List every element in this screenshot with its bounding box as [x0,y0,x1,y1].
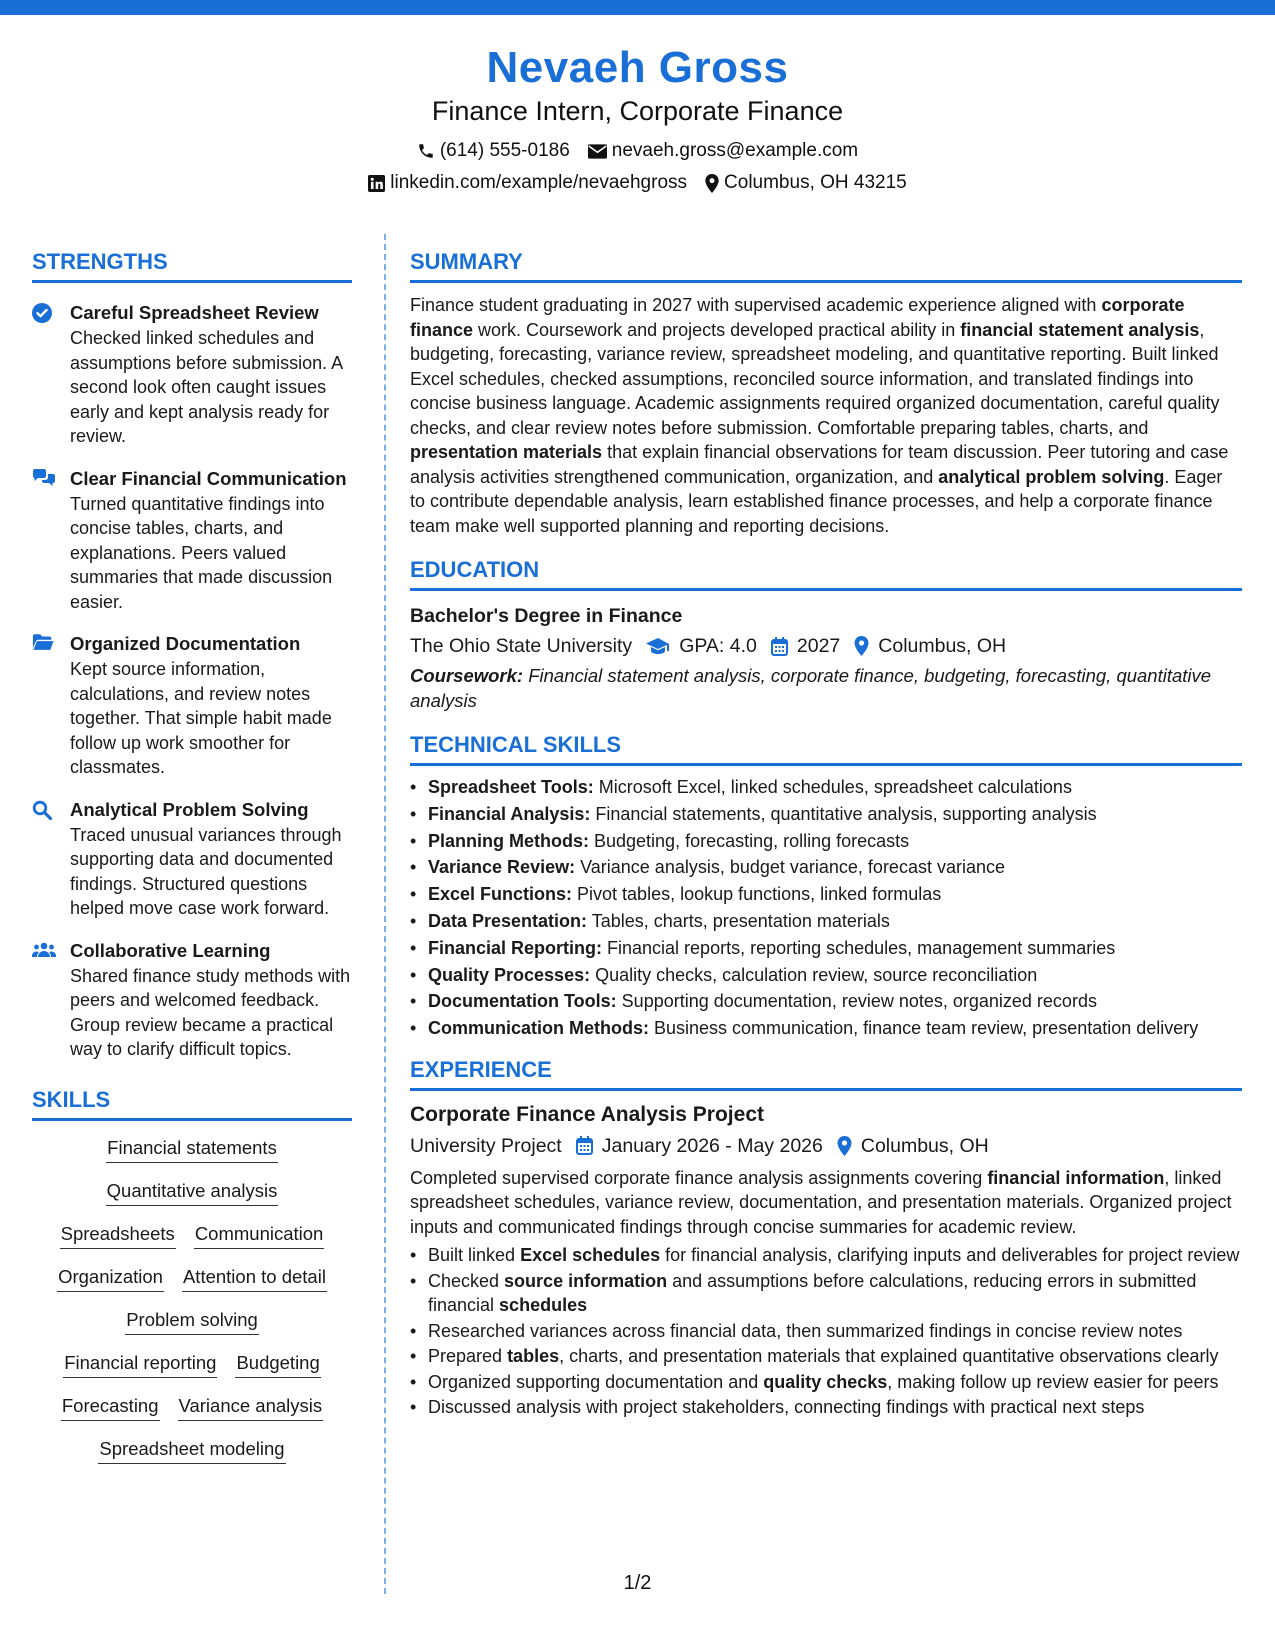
gpa-item [646,632,757,660]
technical-skill-item [410,962,1242,989]
dates-item [576,1132,823,1160]
technical-skill-value: Financial statements, quantitative analysis, supporting analysis [590,803,1097,824]
location-contact [705,170,907,196]
skills-list [32,1135,352,1464]
column-divider [384,234,386,1594]
edu-location-item [854,632,1006,660]
right-column [410,248,1242,1421]
strength-title: Collaborative Learning [70,939,271,961]
school-name [410,632,632,660]
skill-chip: Organization [57,1264,164,1292]
degree-title: Bachelor's Degree in Finance [410,605,683,627]
calendar-icon [576,1136,593,1155]
summary-segment: presentation materials [410,442,603,462]
skills-heading: SKILLS [32,1086,352,1121]
experience-bullet [410,1344,1242,1369]
technical-skill-value: Tables, charts, presentation materials [587,910,890,931]
linkedin-url[interactable]: linkedin.com/example/nevaehgross [390,172,688,193]
strength-title: Clear Financial Communication [70,467,347,489]
summary-segment: analytical problem solving [938,466,1165,487]
strength-title: Analytical Problem Solving [70,798,309,820]
skill-row [61,1393,323,1421]
skill-chip: Spreadsheet modeling [98,1436,285,1464]
technical-skill-item [410,854,1242,881]
bullet-segment: source information [504,1270,668,1291]
experience-intro-segment: financial information [987,1167,1165,1188]
bullet-segment: for financial analysis, clarifying inputs and deliverables for project review [660,1245,1240,1266]
technical-skill-label: Financial Reporting: [428,937,603,958]
education-meta [410,632,1242,660]
technical-skill-label: Financial Analysis: [428,803,591,824]
technical-skill-value: Variance analysis, budget variance, forecast variance [575,857,1005,878]
experience-heading: EXPERIENCE [410,1056,1242,1091]
gpa-value: GPA: 4.0 [679,635,757,657]
technical-skill-label: Quality Processes: [428,964,591,985]
strength-item [32,467,352,615]
technical-skill-item [410,774,1242,801]
folder-open-icon [32,634,54,651]
bullet-segment: schedules [499,1295,588,1316]
skill-chip: Communication [194,1221,325,1249]
bullet-segment: Excel schedules [520,1245,661,1266]
map-pin-icon [854,636,869,656]
experience-bullet [410,1269,1242,1318]
summary-heading: SUMMARY [410,248,1242,283]
bullet-segment: Organized supporting documentation and [428,1371,764,1392]
coursework [410,664,1242,713]
skill-row [57,1264,327,1292]
summary-segment: . Eager to contribute dependable analysis, learn established finance processes, and help a corporate finance team make well supported planning and reporting decisions. [410,466,1223,536]
envelope-icon [588,144,607,159]
skill-row [106,1178,279,1206]
strength-item [32,632,352,780]
technical-skill-value: Financial reports, reporting schedules, management summaries [602,937,1116,958]
org-name: University Project [410,1134,562,1157]
bullet-segment: , making follow up review easier for peers [887,1371,1219,1392]
skill-chip: Quantitative analysis [106,1178,279,1206]
page-number: 1/2 [623,1572,652,1594]
skill-chip: Budgeting [235,1350,320,1378]
linkedin-icon [368,175,385,192]
experience-bullet [410,1243,1242,1268]
contact-row-1 [0,138,1275,164]
experience-meta [410,1132,1242,1160]
strengths-heading: STRENGTHS [32,248,352,283]
summary-segment: , budgeting, forecasting, variance review, spreadsheet modeling, and quantitative reporting. Built linked Excel schedules, checked assumptions, reconciled source information, and translated findings into concise business language. Academic assignments required organized documentation, careful quality checks, and clear review notes before submission. Comfortable preparing tables, charts, and [410,319,1220,438]
experience-intro-segment: , linked spreadsheet schedules, variance review, documentation, and presentation materials. Organized project inputs and communicated findings through concise summaries for academic review. [410,1167,1232,1237]
bullet-segment: Built linked [428,1245,521,1266]
check-circle-icon [32,303,52,323]
email-contact[interactable] [588,138,858,164]
skill-chip: Financial reporting [63,1350,217,1378]
technical-skill-value: Quality checks, calculation review, source reconciliation [590,964,1038,985]
bullet-segment: , charts, and presentation materials that explained quantitative observations clearly [559,1346,1219,1367]
technical-skills-heading: TECHNICAL SKILLS [410,731,1242,766]
experience-bullet [410,1319,1242,1344]
technical-skill-label: Excel Functions: [428,884,573,905]
map-pin-icon [705,174,719,193]
technical-skill-value: Budgeting, forecasting, rolling forecasts [589,830,910,851]
summary-segment: financial statement analysis [960,319,1200,340]
job-location-item [837,1132,989,1160]
technical-skill-label: Spreadsheet Tools: [428,777,594,797]
left-column [32,248,352,1464]
skill-chip: Forecasting [61,1393,160,1421]
technical-skill-label: Variance Review: [428,857,576,878]
top-accent-bar [0,0,1275,15]
experience-intro-segment: Completed supervised corporate finance analysis assignments covering [410,1167,988,1188]
experience-bullet [410,1395,1242,1420]
email-address[interactable]: nevaeh.gross@example.com [611,140,859,161]
skill-row [98,1436,285,1464]
experience-bullets [410,1243,1242,1420]
bullet-segment: quality checks [763,1371,888,1392]
bullet-segment: and assumptions before calculations, reducing errors in submitted financial [428,1270,1197,1316]
strength-desc: Kept source information, calculations, and review notes together. That simple habit made follow up work smoother for classmates. [70,659,332,777]
summary-segment: work. Coursework and projects developed practical ability in [473,319,961,340]
technical-skill-item [410,935,1242,962]
strength-title: Careful Spreadsheet Review [70,302,319,323]
skill-row [60,1221,325,1249]
skill-row [125,1307,259,1335]
candidate-role: Finance Intern, Corporate Finance [431,96,844,126]
phone-number: (614) 555-0186 [439,140,570,161]
contact-row-2 [0,170,1275,196]
summary-text [410,293,1242,538]
skill-chip: Problem solving [125,1307,259,1335]
skill-chip: Attention to detail [182,1264,327,1292]
graduation-cap-icon [646,637,670,655]
org-item [410,1132,562,1160]
coursework-label: Coursework: [410,665,524,686]
skill-row [106,1135,278,1163]
technical-skill-value: Supporting documentation, review notes, organized records [616,991,1097,1012]
job-location: Columbus, OH [860,1134,989,1157]
skill-chip: Spreadsheets [60,1221,176,1249]
strength-desc: Shared finance study methods with peers and welcomed feedback. Group review became a practical way to clarify difficult topics. [70,965,351,1059]
strength-desc: Traced unusual variances through supporting data and documented findings. Structured questions helped move case work forward. [70,824,342,918]
phone-contact [417,138,570,164]
location-text: Columbus, OH 43215 [724,172,907,193]
bullet-segment: tables [507,1346,560,1367]
linkedin-contact[interactable] [368,170,687,196]
strength-item [32,301,352,449]
coursework-list: Financial statement analysis, corporate finance, budgeting, forecasting, quantitative analysis [410,665,1212,711]
graduation-year: 2027 [796,635,841,657]
candidate-name: Nevaeh Gross [486,43,789,92]
strength-desc: Checked linked schedules and assumptions before submission. A second look often caught issues early and kept analysis ready for review. [70,328,343,446]
technical-skill-item [410,801,1242,828]
strength-desc: Turned quantitative findings into concise tables, charts, and explanations. Peers valued summaries that made discussion easier. [70,493,333,612]
skill-chip: Variance analysis [178,1393,324,1421]
strength-title: Organized Documentation [70,633,301,654]
summary-segment: that explain financial observations for team discussion. Peer tutoring and case analysis activities strengthened communication, organization, and [410,442,1229,487]
search-icon [32,800,52,820]
job-dates: January 2026 - May 2026 [601,1134,823,1157]
job-title: Corporate Finance Analysis Project [410,1102,764,1126]
skill-chip: Financial statements [106,1135,278,1163]
technical-skill-value: Pivot tables, lookup functions, linked formulas [572,884,942,905]
resume-header [0,42,1275,196]
phone-icon [417,142,435,160]
map-pin-icon [837,1136,852,1156]
bullet-segment: Researched variances across financial data, then summarized findings in concise review notes [428,1320,1183,1341]
users-icon [32,941,56,959]
technical-skill-value: Business communication, finance team review, presentation delivery [649,1018,1199,1039]
technical-skill-item [410,988,1242,1015]
experience-intro [410,1166,1242,1240]
technical-skill-item [410,1015,1242,1042]
strength-item [32,798,352,921]
technical-skill-item [410,828,1242,855]
strength-item [32,939,352,1062]
technical-skill-item [410,881,1242,908]
summary-segment: corporate finance [410,295,1185,340]
summary-segment: Finance student graduating in 2027 with supervised academic experience aligned with [410,295,1102,315]
bullet-segment: Prepared [428,1346,508,1367]
education-heading: EDUCATION [410,556,1242,591]
comments-icon [32,469,56,487]
technical-skill-label: Data Presentation: [428,910,588,931]
bullet-segment: Checked [428,1270,505,1291]
bullet-segment: Discussed analysis with project stakeholders, connecting findings with practical next steps [428,1397,1145,1418]
technical-skill-label: Documentation Tools: [428,991,617,1012]
technical-skills-list [410,774,1242,1042]
year-item [771,632,840,660]
skill-row [63,1350,321,1378]
calendar-icon [771,637,788,656]
edu-location: Columbus, OH [878,635,1007,657]
school-label: The Ohio State University [410,635,633,657]
technical-skill-item [410,908,1242,935]
experience-bullet [410,1370,1242,1395]
technical-skill-value: Microsoft Excel, linked schedules, spreadsheet calculations [593,777,1072,797]
technical-skill-label: Communication Methods: [428,1018,649,1039]
technical-skill-label: Planning Methods: [428,830,589,851]
